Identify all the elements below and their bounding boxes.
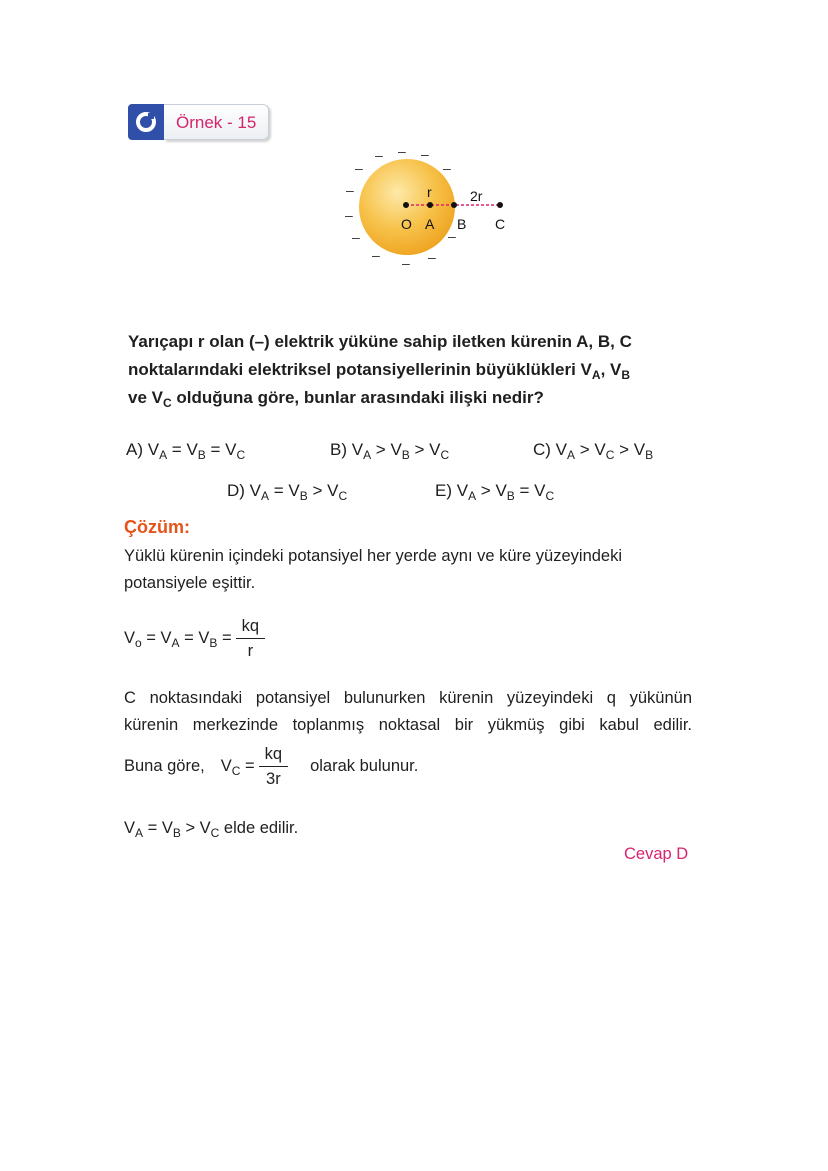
ring-icon: [128, 104, 164, 140]
charge-mark: –: [346, 182, 354, 198]
label-o: O: [401, 216, 412, 232]
fraction-kq-3r: $\frac{kq}{3r}$: [259, 744, 288, 789]
solution-paragraph-1: Yüklü kürenin içindeki potansiyel her yerde aynı ve küre yüzeyindeki potansiyele eşittir.: [124, 547, 623, 592]
charge-mark: –: [421, 146, 429, 162]
label-2r: 2r: [470, 188, 483, 204]
question-text: [128, 328, 694, 412]
point-c: [497, 202, 503, 208]
charge-mark: –: [345, 207, 353, 223]
charge-mark: –: [372, 247, 380, 263]
sphere-figure: [330, 145, 530, 275]
charge-mark: –: [402, 255, 410, 271]
label-a: A: [425, 216, 435, 232]
label-b: B: [457, 216, 467, 232]
point-o: [403, 202, 409, 208]
charge-mark: –: [443, 160, 451, 176]
label-r: r: [427, 184, 432, 200]
question-line-1: Yarıçapı r olan (–) elektrik yüküne sahip iletken kürenin A, B, C: [128, 332, 632, 351]
example-icon-box: [128, 104, 164, 140]
equation-2: Buna göre, $V_C$ = $\frac{kq}{3r}$ olarak bulunur.: [124, 745, 419, 788]
solution-paragraph-2: C noktasındaki potansiyel bulunurken kürenin yüzeyindeki q yükünün kürenin merkezinde toplanmış noktasal bir yükmüş gibi kabul edilir.: [124, 689, 692, 734]
equation-1: $V_o = V_A = V_B$ = $\frac{kq}{r}$: [124, 616, 265, 661]
label-c: C: [495, 216, 506, 232]
point-a: [427, 202, 433, 208]
example-label-box: [164, 104, 269, 140]
example-badge: [128, 104, 272, 140]
charge-mark: –: [375, 147, 383, 163]
option-a[interactable]: A) $V_A = V_B = V_C$: [126, 440, 246, 462]
fraction-kq-r: $\frac{kq}{r}$: [236, 616, 265, 661]
charge-mark: –: [448, 228, 456, 244]
answer-label: Cevap D: [624, 845, 689, 863]
result-line: $V_A = V_B > V_C$ elde edilir.: [124, 819, 299, 840]
question-line-2: noktalarındaki elektriksel potansiyellerinin büyüklükleri $V_A$, $V_B$: [128, 360, 631, 382]
option-c[interactable]: C) $V_A > V_C > V_B$: [533, 440, 654, 462]
example-label: Örnek - 15: [176, 113, 257, 132]
option-b[interactable]: B) $V_A > V_B > V_C$: [330, 440, 450, 462]
question-line-3: ve $V_C$ olduğuna göre, bunlar arasındaki ilişki nedir?: [128, 388, 544, 410]
charge-mark: –: [352, 229, 360, 245]
option-e[interactable]: E) $V_A > V_B = V_C$: [435, 481, 555, 503]
charge-mark: –: [428, 249, 436, 265]
charge-mark: –: [355, 160, 363, 176]
charge-mark: –: [398, 145, 406, 159]
solution-title: Çözüm:: [124, 517, 190, 537]
point-b: [451, 202, 457, 208]
option-d[interactable]: D) $V_A = V_B > V_C$: [227, 481, 348, 503]
